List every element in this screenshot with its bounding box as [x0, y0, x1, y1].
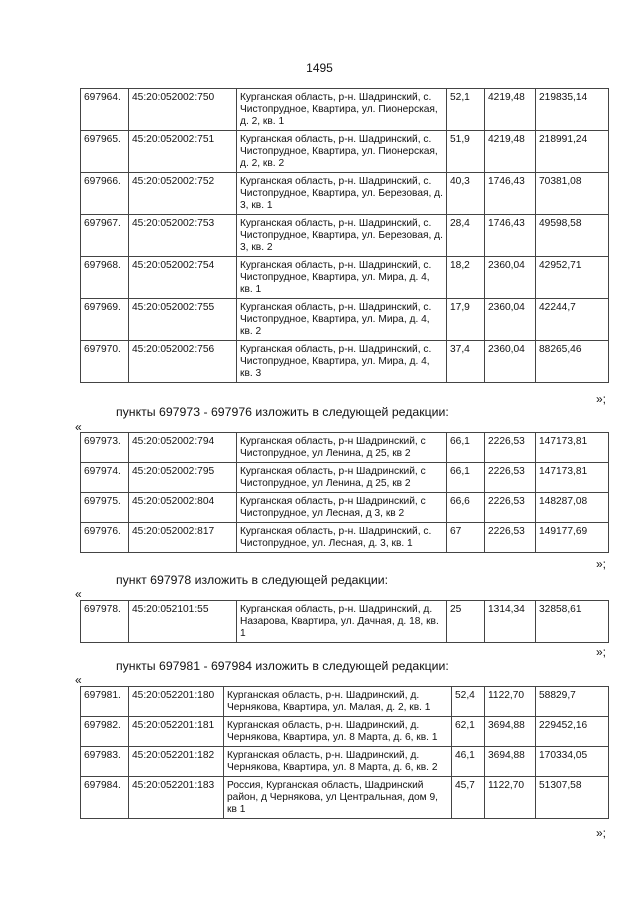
table-row [81, 747, 609, 777]
cadastral-value-cell: 218991,24 [536, 131, 609, 173]
cadastral-number-cell: 45:20:052201:181 [129, 717, 224, 747]
row-number-cell: 697965. [81, 131, 129, 173]
row-number-cell: 697968. [81, 257, 129, 299]
address-cell: Курганская область, р-н. Шадринский, д. Чернякова, Квартира, ул. Малая, д. 2, кв. 1 [224, 687, 452, 717]
cadastral-number-cell: 45:20:052201:182 [129, 747, 224, 777]
cadastral-value-per-unit-cell: 4219,48 [485, 131, 536, 173]
cadastral-number-cell: 45:20:052002:751 [129, 131, 237, 173]
row-number-cell: 697981. [81, 687, 129, 717]
cadastral-value-cell: 147173,81 [536, 433, 609, 463]
address-cell: Курганская область, р-н Шадринский, с Чистопрудное, ул Ленина, д 25, кв 2 [237, 463, 447, 493]
cadastral-value-per-unit-cell: 2226,53 [485, 463, 536, 493]
page-number: 1495 [306, 61, 333, 75]
section-close-quote: »; [596, 645, 607, 659]
cadastral-number-cell: 45:20:052002:750 [129, 89, 237, 131]
register-table [80, 88, 609, 383]
address-cell: Курганская область, р-н. Шадринский, с. Чистопрудное, Квартира, ул. Березовая, д. 3, кв. 1 [237, 173, 447, 215]
cadastral-number-cell: 45:20:052002:753 [129, 215, 237, 257]
cadastral-value-cell: 58829,7 [536, 687, 609, 717]
section-close-quote: »; [596, 392, 607, 406]
row-number-cell: 697974. [81, 463, 129, 493]
cadastral-value-cell: 42952,71 [536, 257, 609, 299]
area-cell: 25 [447, 601, 485, 643]
cadastral-value-cell: 147173,81 [536, 463, 609, 493]
address-cell: Курганская область, р-н. Шадринский, д. Чернякова, Квартира, ул. 8 Марта, д. 6, кв. 2 [224, 747, 452, 777]
cadastral-number-cell: 45:20:052201:183 [129, 777, 224, 819]
area-cell: 52,1 [447, 89, 485, 131]
cadastral-number-cell: 45:20:052101:55 [129, 601, 237, 643]
row-number-cell: 697970. [81, 341, 129, 383]
register-table [80, 600, 609, 643]
cadastral-number-cell: 45:20:052201:180 [129, 687, 224, 717]
cadastral-number-cell: 45:20:052002:817 [129, 523, 237, 553]
area-cell: 46,1 [452, 747, 485, 777]
row-number-cell: 697975. [81, 493, 129, 523]
cadastral-number-cell: 45:20:052002:804 [129, 493, 237, 523]
address-cell: Курганская область, р-н. Шадринский, с. Чистопрудное, Квартира, ул. Мира, д. 4, кв. 2 [237, 299, 447, 341]
cadastral-value-per-unit-cell: 1746,43 [485, 215, 536, 257]
cadastral-value-cell: 170334,05 [536, 747, 609, 777]
cadastral-value-per-unit-cell: 4219,48 [485, 89, 536, 131]
table-row [81, 717, 609, 747]
table-row [81, 433, 609, 463]
cadastral-value-per-unit-cell: 3694,88 [485, 747, 536, 777]
table-row [81, 215, 609, 257]
address-cell: Курганская область, р-н Шадринский, с Чистопрудное, ул Ленина, д 25, кв 2 [237, 433, 447, 463]
area-cell: 18,2 [447, 257, 485, 299]
address-cell: Курганская область, р-н. Шадринский, с. Чистопрудное, Квартира, ул. Мира, д. 4, кв. 1 [237, 257, 447, 299]
cadastral-value-per-unit-cell: 3694,88 [485, 717, 536, 747]
table-row [81, 463, 609, 493]
area-cell: 28,4 [447, 215, 485, 257]
cadastral-value-per-unit-cell: 1122,70 [485, 777, 536, 819]
row-number-cell: 697976. [81, 523, 129, 553]
row-number-cell: 697964. [81, 89, 129, 131]
register-table [80, 686, 609, 819]
table-row [81, 341, 609, 383]
cadastral-value-per-unit-cell: 1314,34 [485, 601, 536, 643]
area-cell: 66,1 [447, 463, 485, 493]
cadastral-value-cell: 42244,7 [536, 299, 609, 341]
table-row [81, 687, 609, 717]
section-close-quote: »; [596, 557, 607, 571]
amendment-instruction: пункты 697981 - 697984 изложить в следующей редакции: [116, 659, 449, 673]
cadastral-number-cell: 45:20:052002:755 [129, 299, 237, 341]
cadastral-value-cell: 219835,14 [536, 89, 609, 131]
amendment-instruction: пункт 697978 изложить в следующей редакции: [116, 573, 389, 587]
address-cell: Курганская область, р-н Шадринский, с Чистопрудное, ул Лесная, д 3, кв 2 [237, 493, 447, 523]
area-cell: 40,3 [447, 173, 485, 215]
row-number-cell: 697967. [81, 215, 129, 257]
address-cell: Курганская область, р-н. Шадринский, д. Назарова, Квартира, ул. Дачная, д. 18, кв. 1 [237, 601, 447, 643]
row-number-cell: 697969. [81, 299, 129, 341]
table-row [81, 299, 609, 341]
cadastral-value-cell: 51307,58 [536, 777, 609, 819]
table-row [81, 173, 609, 215]
area-cell: 37,4 [447, 341, 485, 383]
cadastral-number-cell: 45:20:052002:752 [129, 173, 237, 215]
address-cell: Курганская область, р-н. Шадринский, с. Чистопрудное, Квартира, ул. Мира, д. 4, кв. 3 [237, 341, 447, 383]
address-cell: Курганская область, р-н. Шадринский, д. Чернякова, Квартира, ул. 8 Марта, д. 6, кв. 1 [224, 717, 452, 747]
cadastral-value-cell: 148287,08 [536, 493, 609, 523]
cadastral-value-per-unit-cell: 2360,04 [485, 341, 536, 383]
row-number-cell: 697973. [81, 433, 129, 463]
row-number-cell: 697978. [81, 601, 129, 643]
cadastral-value-cell: 88265,46 [536, 341, 609, 383]
table-row [81, 777, 609, 819]
row-number-cell: 697982. [81, 717, 129, 747]
cadastral-value-per-unit-cell: 2226,53 [485, 433, 536, 463]
cadastral-value-per-unit-cell: 2226,53 [485, 523, 536, 553]
address-cell: Курганская область, р-н. Шадринский, с. Чистопрудное, ул. Лесная, д. 3, кв. 1 [237, 523, 447, 553]
address-cell: Россия, Курганская область, Шадринский район, д Чернякова, ул Центральная, дом 9, кв 1 [224, 777, 452, 819]
cadastral-value-per-unit-cell: 2360,04 [485, 257, 536, 299]
cadastral-number-cell: 45:20:052002:794 [129, 433, 237, 463]
section-open-quote: « [75, 673, 82, 687]
area-cell: 66,1 [447, 433, 485, 463]
area-cell: 45,7 [452, 777, 485, 819]
cadastral-value-cell: 229452,16 [536, 717, 609, 747]
area-cell: 52,4 [452, 687, 485, 717]
cadastral-value-per-unit-cell: 1746,43 [485, 173, 536, 215]
cadastral-value-per-unit-cell: 1122,70 [485, 687, 536, 717]
section-open-quote: « [75, 587, 82, 601]
register-table [80, 432, 609, 553]
area-cell: 67 [447, 523, 485, 553]
address-cell: Курганская область, р-н. Шадринский, с. Чистопрудное, Квартира, ул. Березовая, д. 3, кв. 2 [237, 215, 447, 257]
table-row [81, 257, 609, 299]
area-cell: 17,9 [447, 299, 485, 341]
area-cell: 62,1 [452, 717, 485, 747]
cadastral-number-cell: 45:20:052002:754 [129, 257, 237, 299]
area-cell: 51,9 [447, 131, 485, 173]
cadastral-number-cell: 45:20:052002:756 [129, 341, 237, 383]
cadastral-number-cell: 45:20:052002:795 [129, 463, 237, 493]
cadastral-value-cell: 49598,58 [536, 215, 609, 257]
row-number-cell: 697966. [81, 173, 129, 215]
cadastral-value-cell: 149177,69 [536, 523, 609, 553]
row-number-cell: 697983. [81, 747, 129, 777]
area-cell: 66,6 [447, 493, 485, 523]
amendment-instruction: пункты 697973 - 697976 изложить в следующей редакции: [116, 405, 449, 419]
table-row [81, 523, 609, 553]
address-cell: Курганская область, р-н. Шадринский, с. Чистопрудное, Квартира, ул. Пионерская, д. 2, кв. 2 [237, 131, 447, 173]
cadastral-value-cell: 32858,61 [536, 601, 609, 643]
table-row [81, 131, 609, 173]
row-number-cell: 697984. [81, 777, 129, 819]
cadastral-value-per-unit-cell: 2360,04 [485, 299, 536, 341]
table-row [81, 493, 609, 523]
cadastral-value-per-unit-cell: 2226,53 [485, 493, 536, 523]
cadastral-value-cell: 70381,08 [536, 173, 609, 215]
table-row [81, 601, 609, 643]
address-cell: Курганская область, р-н. Шадринский, с. Чистопрудное, Квартира, ул. Пионерская, д. 2, кв. 1 [237, 89, 447, 131]
section-close-quote: »; [596, 826, 607, 840]
table-row [81, 89, 609, 131]
section-open-quote: « [75, 420, 82, 434]
